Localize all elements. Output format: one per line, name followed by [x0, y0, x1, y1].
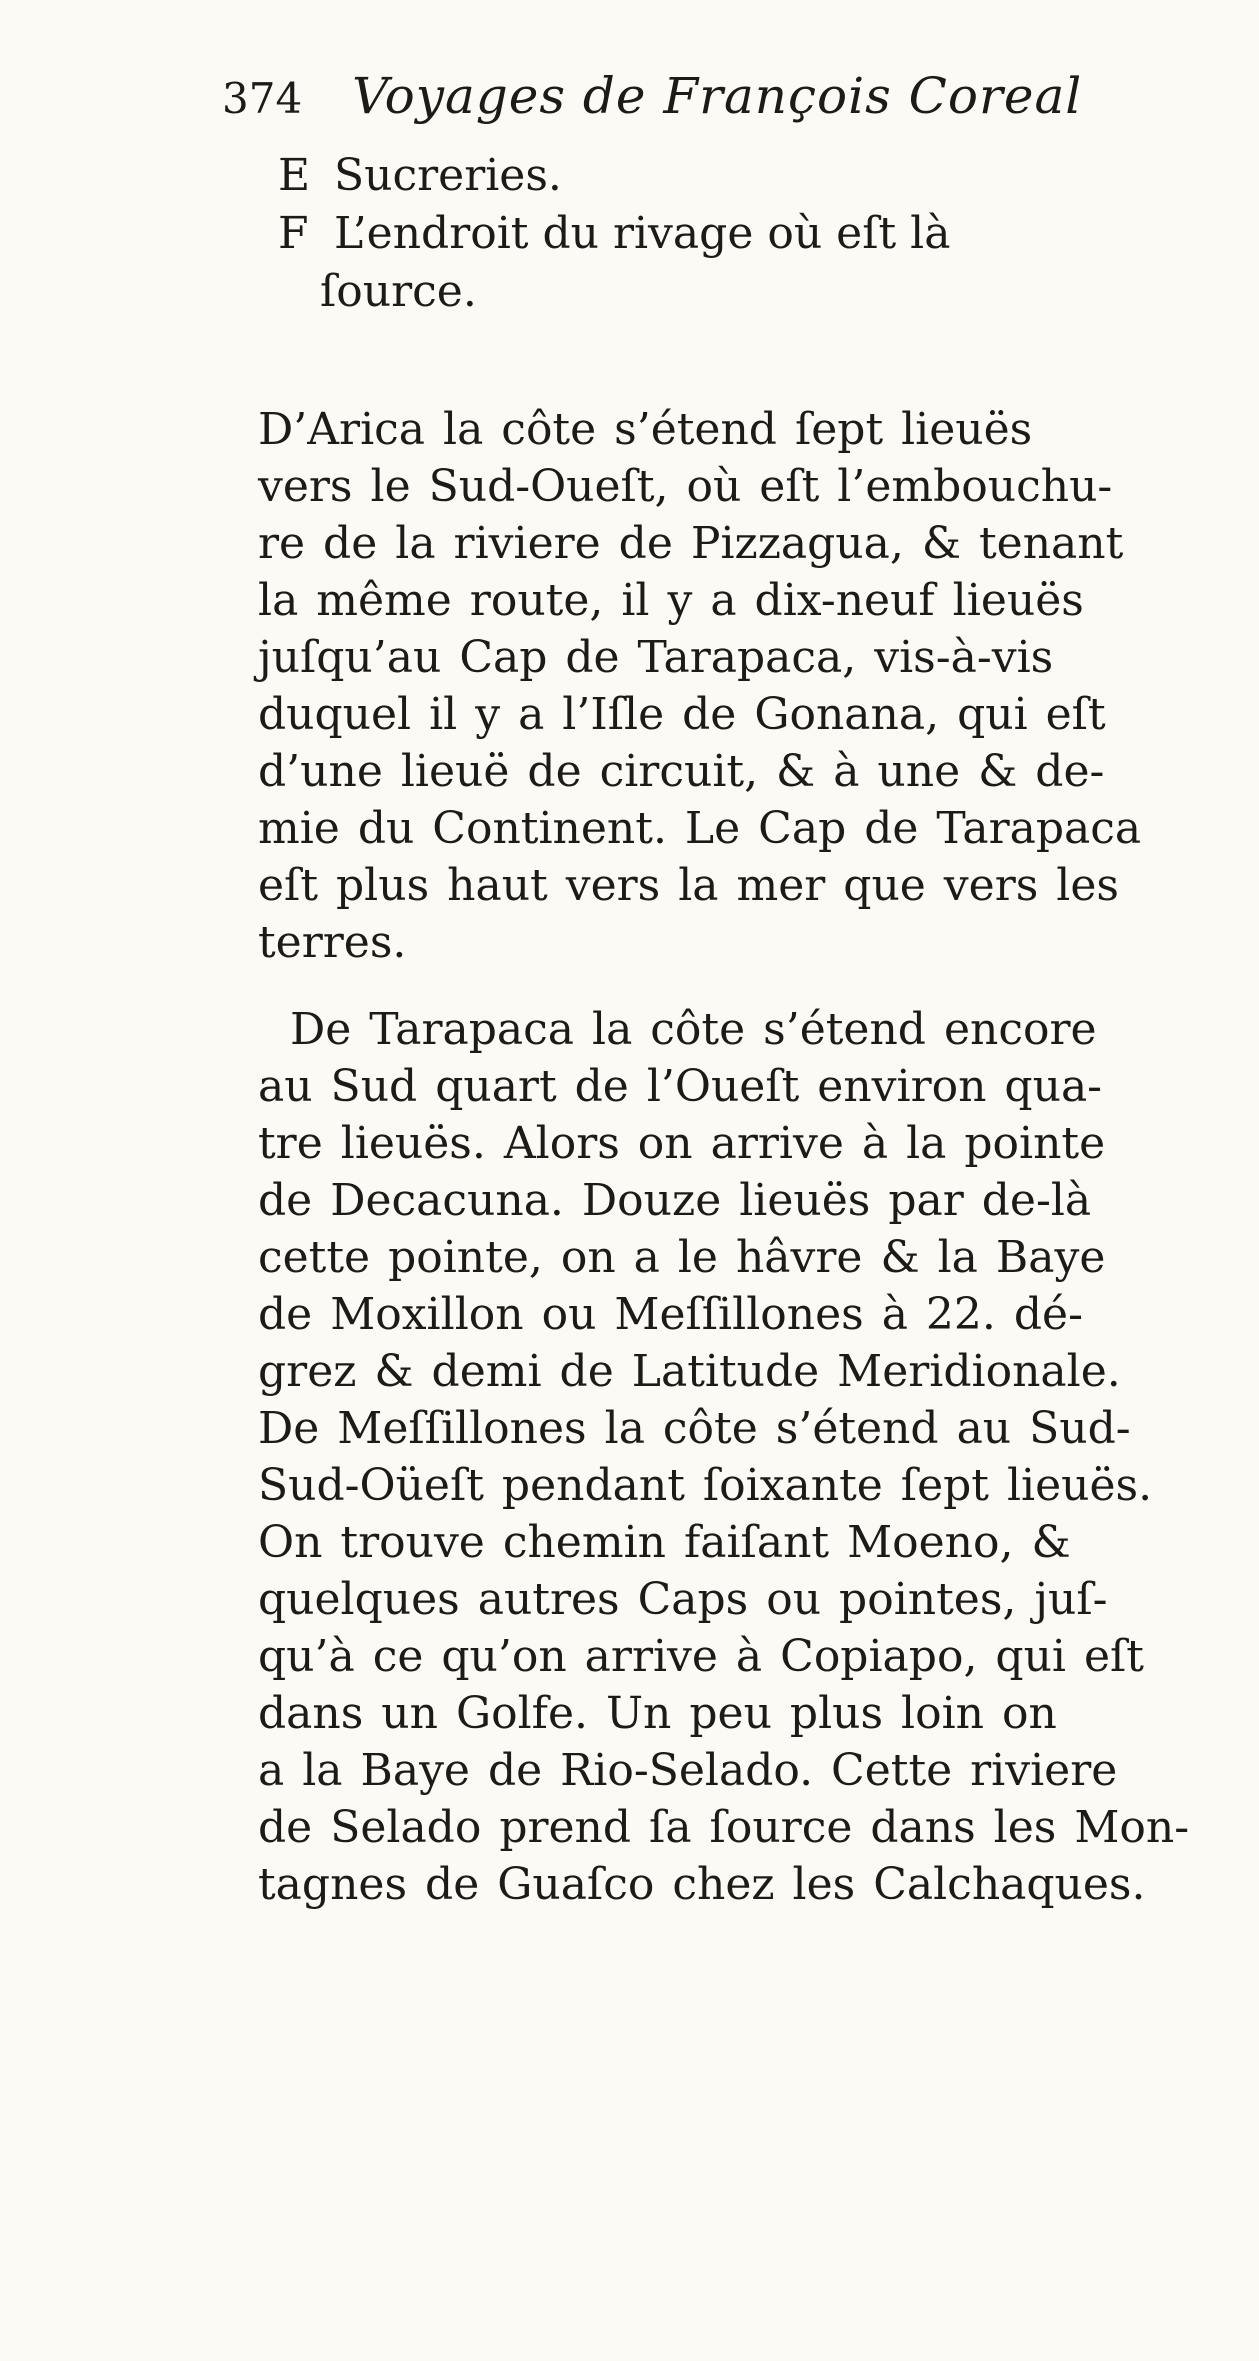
text-line: de Moxillon ou Meſſillones à 22. dé- [258, 1289, 1083, 1340]
text-line: tre lieuës. Alors on arrive à la pointe [258, 1118, 1106, 1169]
text-line: re de la riviere de Pizzagua, & tenant [258, 518, 1124, 569]
text-line: De Tarapaca la côte s’étend encore [290, 1004, 1097, 1055]
running-title: Voyages de François Coreal [352, 67, 1083, 125]
text-line: a la Baye de Rio-Selado. Cette riviere [258, 1745, 1118, 1796]
legend-text: L’endroit du rivage où eſt là [334, 208, 951, 259]
text-line: tagnes de Guaſco chez les Calchaques. [258, 1859, 1146, 1910]
text-line: De Meſſillones la côte s’étend au Sud- [258, 1403, 1131, 1454]
text-line: D’Arica la côte s’étend ſept lieuës [258, 404, 1033, 455]
page-number: 374 [222, 74, 303, 123]
text-line: au Sud quart de l’Oueſt environ qua- [258, 1061, 1103, 1112]
text-line: mie du Continent. Le Cap de Tarapaca [258, 803, 1142, 854]
text-line: eſt plus haut vers la mer que vers les [258, 860, 1119, 911]
legend-continuation: ſource. [320, 266, 477, 317]
text-line: Sud-Oüeſt pendant ſoixante ſept lieuës. [258, 1460, 1153, 1511]
text-line: de Decacuna. Douze lieuës par de-là [258, 1175, 1092, 1226]
text-line: grez & demi de Latitude Meridionale. [258, 1346, 1121, 1397]
text-line: d’une lieuë de circuit, & à une & de- [258, 746, 1105, 797]
text-line: juſqu’au Cap de Tarapaca, vis-à-vis [258, 632, 1054, 683]
legend-letter: E [278, 150, 311, 201]
legend-text: Sucreries. [334, 150, 562, 201]
text-line: On trouve chemin faiſant Moeno, & [258, 1517, 1071, 1568]
text-line: quelques autres Caps ou pointes, juſ- [258, 1574, 1108, 1625]
legend-item-f [278, 206, 950, 262]
text-line: dans un Golfe. Un peu plus loin on [258, 1688, 1057, 1739]
text-line: qu’à ce qu’on arrive à Copiapo, qui eſt [258, 1631, 1144, 1682]
text-line: vers le Sud-Oueſt, où eſt l’embouchu- [258, 461, 1113, 512]
text-line: de Selado prend ſa ſource dans les Mon- [258, 1802, 1190, 1853]
legend-letter: F [278, 208, 309, 259]
text-line: la même route, il y a dix-neuf lieuës [258, 575, 1084, 626]
legend-item-e [278, 148, 562, 204]
text-line: cette pointe, on a le hâvre & la Baye [258, 1232, 1106, 1283]
text-line: terres. [258, 917, 407, 968]
text-line: duquel il y a l’Iſle de Gonana, qui eſt [258, 689, 1106, 740]
running-head [222, 58, 1222, 134]
